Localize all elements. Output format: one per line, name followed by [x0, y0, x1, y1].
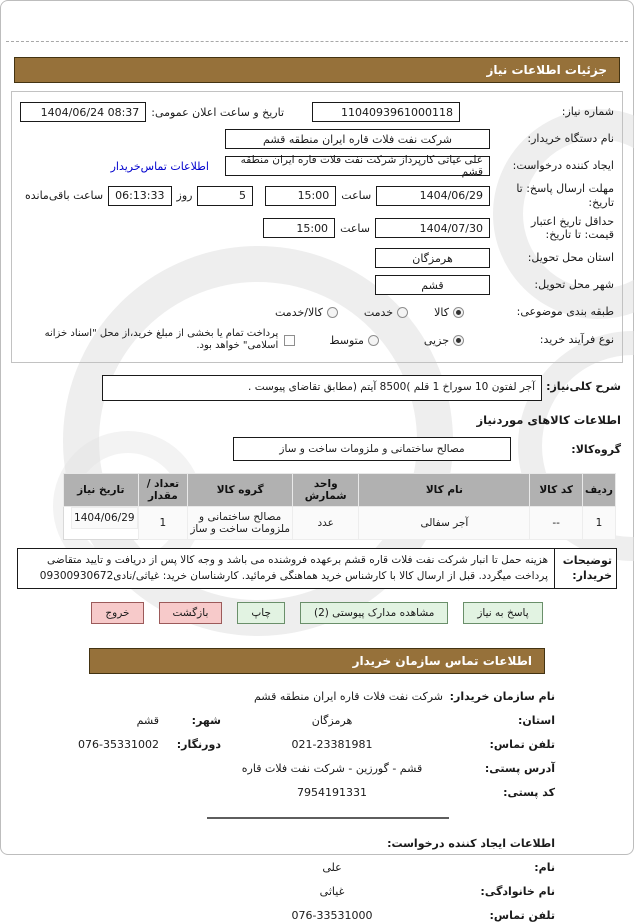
radio-minor[interactable] [453, 335, 464, 346]
fax-value: 076-35331002 [78, 737, 159, 751]
reply-deadline-label: مهلت ارسال پاسخ: تا تاریخ: [516, 182, 614, 209]
col-count-unit: واحد شمارش [293, 474, 359, 507]
need-number-field[interactable]: 1104093961000118 [312, 102, 460, 122]
dotted-separator [6, 41, 628, 42]
days-label: روز [176, 189, 193, 203]
buyer-remarks-row [17, 548, 617, 589]
goods-table-row [64, 507, 616, 540]
subject-classification-label: طبقه بندی موضوعی: [516, 305, 614, 319]
postal-code-value: 7954191331 [297, 785, 367, 799]
buyer-remarks-label: توضیحات خریدار: [554, 549, 616, 588]
purchase-process-label: نوع فرآیند خرید: [539, 333, 614, 347]
price-validity-date-field[interactable]: 1404/07/30 [375, 218, 490, 238]
creator-first-name-row [21, 861, 555, 874]
goods-info-title: اطلاعات کالاهای موردنیاز [476, 413, 621, 427]
section-header-buyer-contact [89, 648, 545, 674]
province-value: هرمزگان [311, 713, 353, 727]
postal-address-value: قشم - گورزین - شرکت نفت فلات قاره [241, 761, 423, 775]
postal-code-row [21, 786, 555, 799]
col-item-name: نام کالا [359, 474, 530, 507]
action-buttons-row [1, 602, 633, 624]
creator-phone-label: تلفن تماس: [489, 908, 555, 922]
subject-classification-row [20, 301, 614, 323]
reply-deadline-time-field[interactable]: 15:00 [265, 186, 336, 206]
col-need-date: تاریخ نیاز [64, 474, 139, 507]
buyer-device-row [20, 128, 614, 150]
org-name-row [21, 690, 555, 703]
view-attachments-button[interactable]: مشاهده مدارک پیوستی (2) [300, 602, 448, 624]
need-number-row [20, 101, 614, 123]
back-button[interactable]: بازگشت [159, 602, 223, 624]
first-name-label: نام: [534, 860, 555, 874]
last-name-value: غیاثی [319, 884, 345, 898]
phone-value: 021-23381981 [291, 737, 373, 751]
delivery-city-field[interactable]: قشم [375, 275, 490, 295]
need-info-panel [11, 91, 623, 363]
city-value: قشم [136, 713, 159, 727]
delivery-province-label: استان محل تحویل: [527, 251, 614, 265]
phone-label: تلفن تماس: [489, 737, 555, 751]
delivery-province-row [20, 247, 614, 269]
last-name-label: نام خانوادگی: [480, 884, 555, 898]
creator-info-title: اطلاعات ایجاد کننده درخواست: [387, 836, 555, 850]
radio-medium[interactable] [368, 335, 379, 346]
reply-deadline-row [20, 182, 614, 210]
section-divider [207, 817, 449, 819]
radio-service-label: خدمت [363, 305, 394, 319]
cell-item-group: مصالح ساختمانی و ملزومات ساخت و ساز [188, 507, 293, 540]
price-validity-label: حداقل تاریخ اعتبار قیمت: تا تاریخ: [530, 214, 614, 242]
col-row-number: ردیف [582, 474, 615, 507]
buyer-contact-section [21, 690, 555, 922]
reply-to-need-button[interactable]: پاسخ به نیاز [463, 602, 542, 624]
remaining-time-label: ساعت باقی‌مانده [24, 189, 104, 203]
exit-button[interactable]: خروج [91, 602, 143, 624]
price-validity-time-field[interactable]: 15:00 [263, 218, 335, 238]
radio-goods-service[interactable] [327, 307, 338, 318]
creator-phone-value: 076-33531000 [291, 908, 373, 922]
request-creator-field[interactable]: علی غیاثی کارپرداز شرکت نفت فلات قاره ایران منطقه قشم [225, 156, 490, 176]
buyer-device-field[interactable]: شرکت نفت فلات قاره ایران منطقه قشم [225, 129, 490, 149]
buyer-contact-title: اطلاعات تماس سازمان خریدار [352, 653, 532, 668]
creator-last-name-row [21, 885, 555, 898]
need-description-field[interactable]: آجر لفتون 10 سوراخ 1 قلم )8500 آیتم (مطابق تقاضای پیوست . [102, 375, 542, 401]
cell-count-unit: عدد [293, 507, 359, 540]
need-number-label: شماره نیاز: [561, 105, 614, 119]
province-city-row [21, 714, 555, 727]
remaining-time-field[interactable]: 06:13:33 [108, 186, 171, 206]
radio-medium-label: متوسط [329, 333, 364, 347]
treasury-checkbox[interactable] [284, 335, 295, 346]
cell-item-code: -- [530, 507, 582, 540]
radio-goods[interactable] [453, 307, 464, 318]
goods-table [63, 473, 616, 540]
cell-need-date: 1404/06/29 [71, 507, 138, 529]
request-creator-label: ایجاد کننده درخواست: [512, 159, 614, 173]
city-label: شهر: [191, 713, 221, 727]
col-item-group: گروه کالا [188, 474, 293, 507]
goods-group-row [13, 437, 621, 461]
goods-table-header-row [64, 474, 616, 507]
announce-datetime-label: تاریخ و ساعت اعلان عمومی: [151, 105, 285, 119]
radio-service[interactable] [397, 307, 408, 318]
need-details-title: جزئیات اطلاعات نیاز [486, 63, 607, 77]
creator-phone-row [21, 909, 555, 922]
col-quantity: تعداد / مقدار [138, 474, 188, 507]
validity-hour-label: ساعت [340, 221, 370, 235]
first-name-value: علی [322, 860, 342, 874]
goods-group-field[interactable]: مصالح ساختمانی و ملزومات ساخت و ساز [233, 437, 511, 461]
need-description-label: شرح کلی‌نیاز: [546, 380, 621, 393]
announce-datetime-field[interactable]: 1404/06/24 08:37 [20, 102, 146, 122]
delivery-province-field[interactable]: هرمزگان [375, 248, 490, 268]
org-name-value: شرکت نفت فلات قاره ایران منطقه قشم [253, 689, 443, 703]
cell-item-name: آجر سفالی [359, 507, 530, 540]
org-name-label: نام سازمان خریدار: [449, 689, 555, 703]
need-description-row [13, 375, 621, 401]
cell-quantity: 1 [138, 507, 188, 540]
print-button[interactable]: چاپ [237, 602, 285, 624]
cell-row-number: 1 [582, 507, 615, 540]
buyer-device-label: نام دستگاه خریدار: [527, 132, 614, 146]
buyer-contact-link[interactable]: اطلاعات تماس‌خریدار [110, 159, 209, 173]
buyer-remarks-text[interactable]: هزینه حمل تا انبار شرکت نفت فلات قاره قشم برعهده فروشنده می باشد و وجه کالا پس از دریافت و تایید متقاضی پرداخت میگردد. قبل از ارسال کالا با کارشناس خرید هماهنگی فرمائید. کارشناسان خرید: غیاثی/نادی09300930672 [39, 554, 548, 583]
radio-goods-label: کالا [434, 305, 449, 319]
phone-fax-row [21, 738, 555, 751]
price-validity-row [20, 215, 614, 243]
postal-address-label: آدرس پستی: [484, 761, 555, 775]
fax-label: دورنگار: [176, 737, 221, 751]
section-header-need-details [14, 57, 620, 83]
purchase-process-row [20, 328, 614, 352]
reply-deadline-date-field[interactable]: 1404/06/29 [376, 186, 490, 206]
remaining-days-field[interactable]: 5 [197, 186, 253, 206]
province-label: استان: [518, 713, 555, 727]
radio-minor-label: جزیی [423, 333, 449, 347]
request-creator-row [20, 155, 614, 177]
radio-goods-service-label: کالا/خدمت [275, 305, 323, 319]
goods-group-label: گروه‌کالا: [571, 442, 621, 456]
col-item-code: کد کالا [530, 474, 582, 507]
delivery-city-label: شهر محل تحویل: [534, 278, 614, 292]
treasury-note: پرداخت تمام یا بخشی از مبلغ خرید،از محل "اسناد خزانه اسلامی" خواهد بود. [44, 328, 279, 351]
postal-address-row [21, 762, 555, 775]
postal-code-label: کد پستی: [503, 785, 555, 799]
reply-hour-label: ساعت [341, 189, 372, 203]
delivery-city-row [20, 274, 614, 296]
